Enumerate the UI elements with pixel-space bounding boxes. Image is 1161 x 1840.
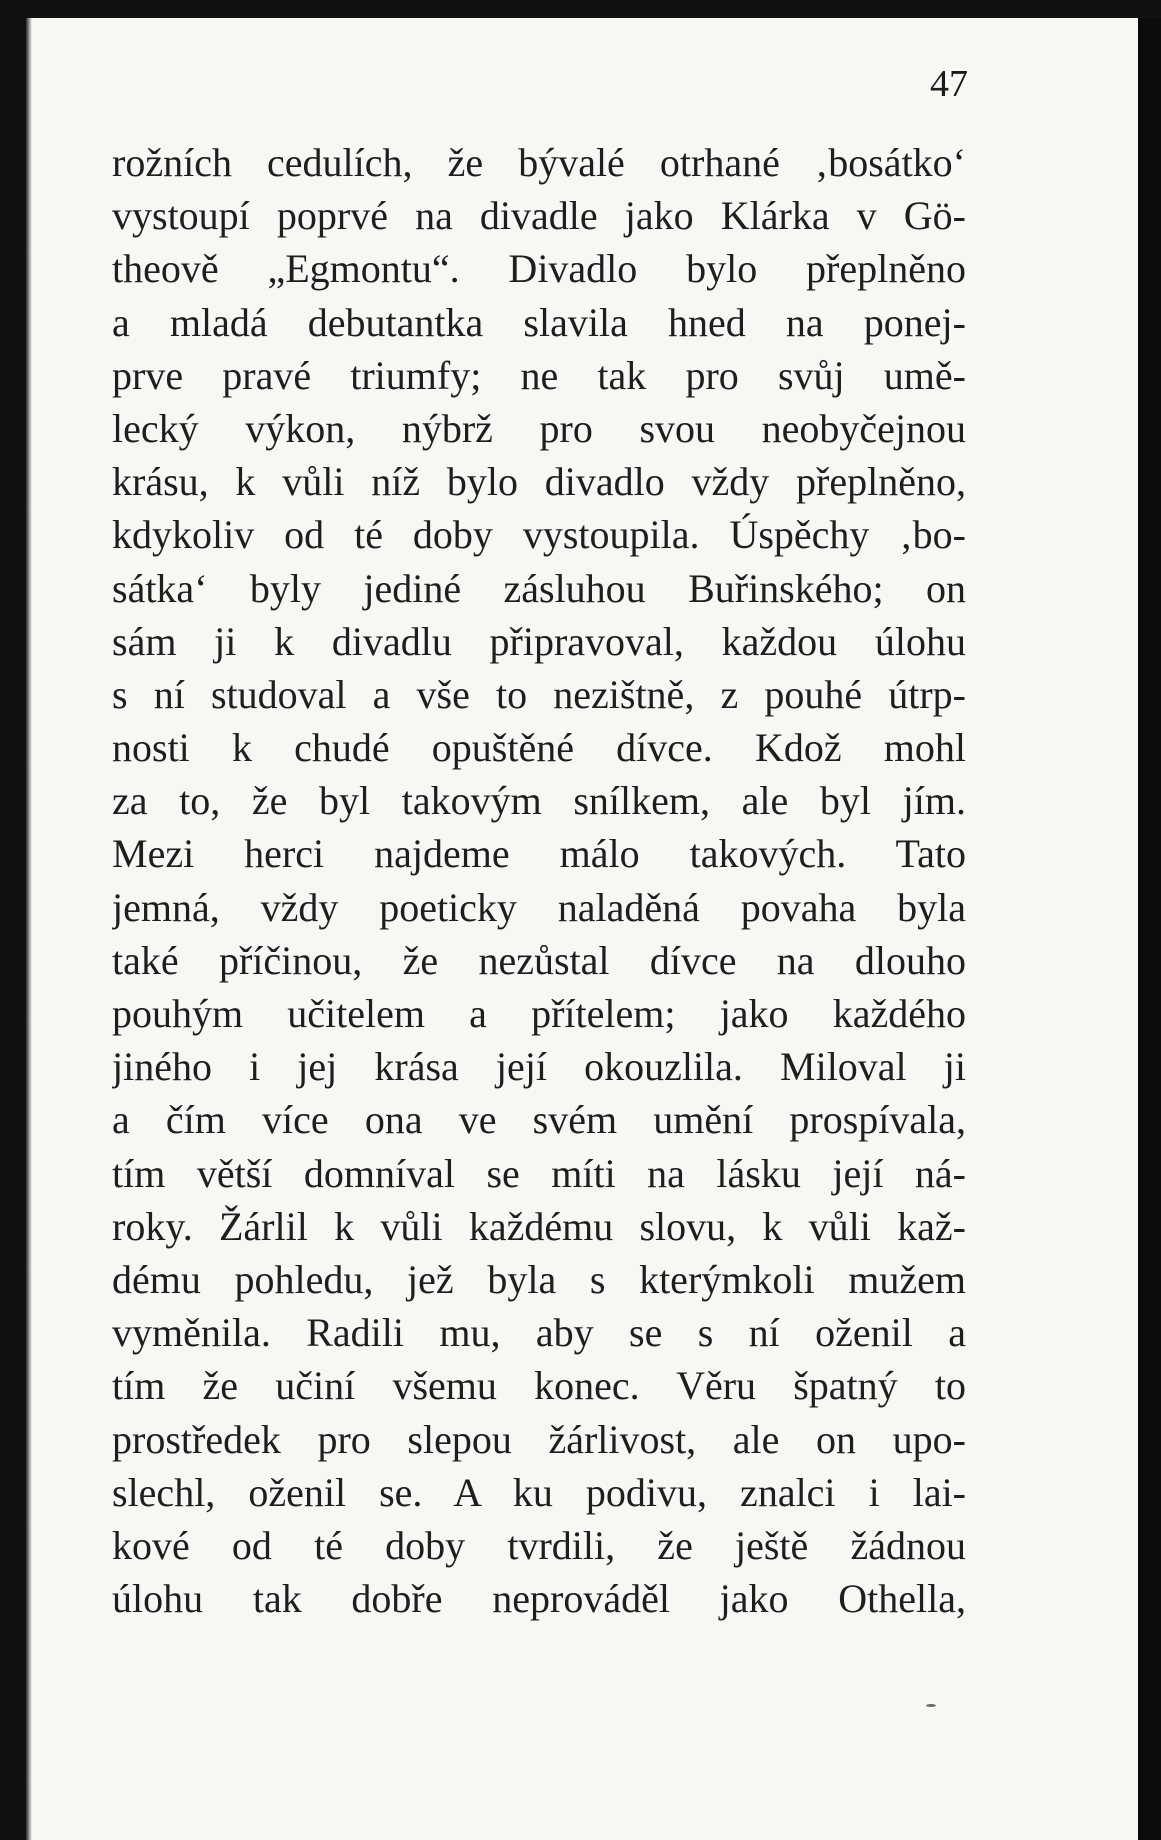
text-line: lecký výkon, nýbrž pro svou neobyčejnou [112,405,966,451]
text-line: vystoupí poprvé na divadle jako Klárka v Gö- [112,193,966,239]
text-line: pouhým učitelem a přítelem; jako každého [112,991,966,1036]
text-line: tím že učiní všemu konec. Věru špatný to [112,1363,966,1409]
text-line: sátka‘ byly jediné zásluhou Buřinského; on [112,565,966,611]
text-line: prostředek pro slepou žárlivost, ale on upo- [112,1416,966,1462]
page-number: 47 [930,63,968,105]
page-edge-shadow [1138,18,1161,1840]
text-line: krásu, k vůli níž bylo divadlo vždy přeplněno, [112,459,966,505]
paper-speck [926,1704,936,1707]
text-line: jiného i jej krása její okouzlila. Miloval ji [112,1044,966,1090]
text-line: za to, že byl takovým snílkem, ale byl jím. [112,778,966,824]
text-line: slechl, oženil se. A ku podivu, znalci i lai- [112,1469,966,1515]
text-line: jemná, vždy poeticky naladěná povaha byla [112,884,966,930]
text-line: prve pravé triumfy; ne tak pro svůj umě- [112,352,966,398]
text-line: také příčinou, že nezůstal dívce na dlouho [112,937,966,983]
text-line: rožních cedulích, že bývalé otrhané ‚bosátko‘ [112,140,966,185]
text-line: s ní studoval a vše to nezištně, z pouhé útrp- [112,671,966,717]
text-line: úlohu tak dobře neprováděl jako Othella, [112,1576,966,1622]
text-line: sám ji k divadlu připravoval, každou úlohu [112,618,966,664]
body-text [112,136,966,1626]
text-line: kové od té doby tvrdili, že ještě žádnou [112,1522,966,1568]
text-line: a mladá debutantka slavila hned na ponej- [112,299,966,345]
text-line: a čím více ona ve svém umění prospívala, [112,1097,966,1143]
page-gutter-shadow [26,18,32,1840]
text-line: roky. Žárlil k vůli každému slovu, k vůli kaž- [112,1203,966,1249]
text-line: kdykoliv od té doby vystoupila. Úspěchy ‚bo- [112,512,966,558]
text-line: Mezi herci najdeme málo takových. Tato [112,831,966,877]
text-line: nosti k chudé opuštěné dívce. Kdož mohl [112,725,966,771]
text-line: theově „Egmontu“. Divadlo bylo přeplněno [112,246,966,292]
text-line: tím větší domníval se míti na lásku její ná- [112,1150,966,1196]
text-line: vyměnila. Radili mu, aby se s ní oženil a [112,1310,966,1356]
text-line: dému pohledu, jež byla s kterýmkoli mužem [112,1256,966,1302]
